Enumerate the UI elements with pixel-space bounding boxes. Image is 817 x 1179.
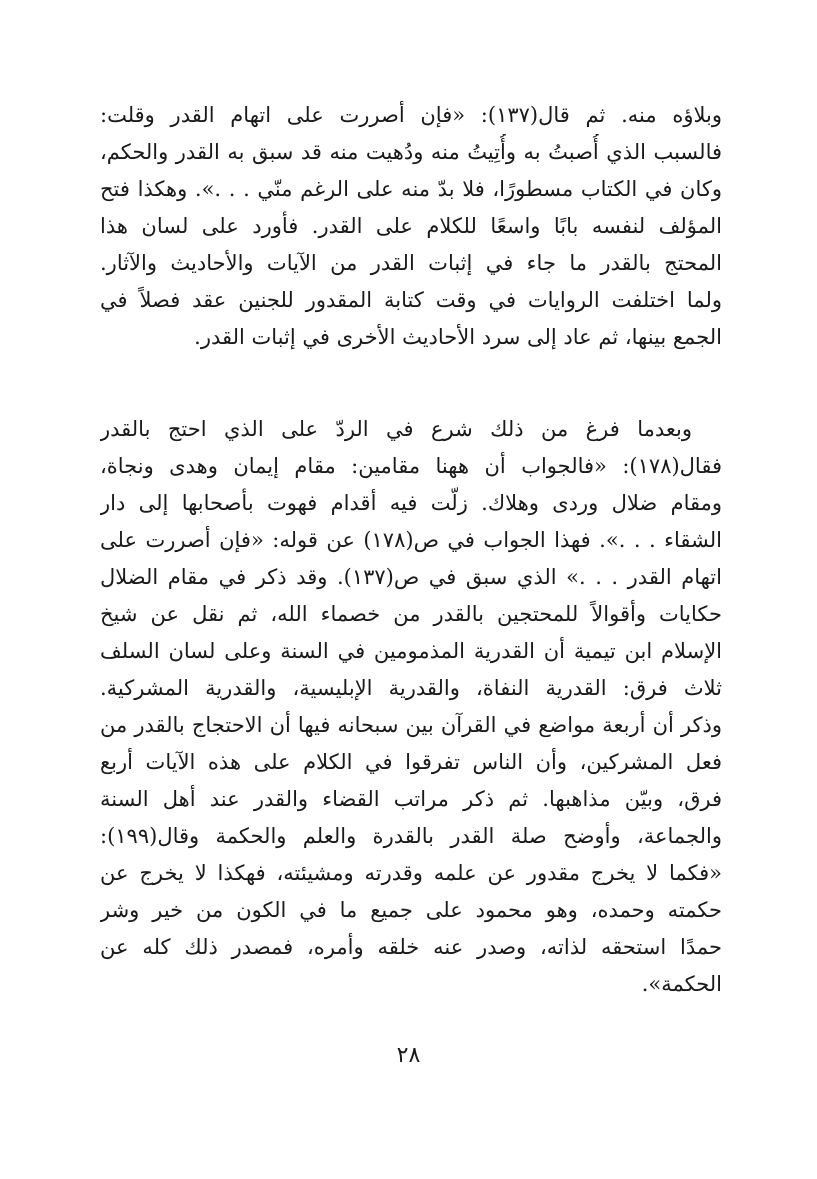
text-line: وبعدما فرغ من ذلك شرع في الردّ على الذي احتج بالقدر bbox=[100, 417, 692, 441]
text-line: فرق، وبيّن مذاهبها. ثم ذكر مراتب القضاء والقدر عند أهل السنة bbox=[100, 787, 722, 811]
text-line: ثلاث فرق: القدرية النفاة، والقدرية الإبليسية، والقدرية المشركية. bbox=[100, 676, 722, 700]
text-line: فقال(١٧٨): «فالجواب أن ههنا مقامين: مقام إيمان وهدى ونجاة، bbox=[100, 454, 722, 478]
page-number: ٢٨ bbox=[396, 1043, 421, 1068]
text-line: اتهام القدر . . .» الذي سبق في ص(١٣٧). وقد ذكر في مقام الضلال bbox=[100, 565, 722, 589]
paragraph-1 bbox=[100, 97, 722, 356]
text-line: الإسلام ابن تيمية أن القدرية المذمومين في السنة وعلى لسان السلف bbox=[100, 639, 722, 663]
text-line: «فكما لا يخرج مقدور عن علمه وقدرته ومشيئته، فهكذا لا يخرج عن bbox=[100, 861, 722, 885]
text-line: حمدًا استحقه لذاته، وصدر عنه خلقه وأمره، فمصدر ذلك كله عن bbox=[100, 935, 722, 959]
paragraph-2 bbox=[100, 411, 722, 1003]
text-line: ومقام ضلال وردى وهلاك. زلّت فيه أقدام فهوت بأصحابها إلى دار bbox=[100, 491, 722, 515]
text-line: وكان في الكتاب مسطورًا، فلا بدّ منه على الرغم منّي . . .». وهكذا فتح bbox=[100, 177, 722, 201]
text-line: حكمته وحمده، وهو محمود على جميع ما في الكون من خير وشر bbox=[100, 898, 722, 922]
text-line: وبلاؤه منه. ثم قال(١٣٧): «فإن أصررت على اتهام القدر وقلت: bbox=[100, 103, 722, 127]
text-line: ولما اختلفت الروايات في وقت كتابة المقدور للجنين عقد فصلاً في bbox=[100, 288, 722, 312]
text-line: حكايات وأقوالاً للمحتجين بالقدر من خصماء الله، ثم نقل عن شيخ bbox=[100, 602, 722, 626]
text-line: المؤلف لنفسه بابًا واسعًا للكلام على القدر. فأورد على لسان هذا bbox=[100, 214, 722, 238]
text-line: والجماعة، وأوضح صلة القدر بالقدرة والعلم والحكمة وقال(١٩٩): bbox=[100, 824, 722, 848]
text-line: الشقاء . . .». فهذا الجواب في ص(١٧٨) عن قوله: «فإن أصررت على bbox=[100, 528, 722, 552]
text-line: الحكمة». bbox=[641, 972, 722, 996]
text-line: الجمع بينها، ثم عاد إلى سرد الأحاديث الأخرى في إثبات القدر. bbox=[194, 325, 722, 349]
text-line: فعل المشركين، وأن الناس تفرقوا في الكلام على هذه الآيات أربع bbox=[100, 750, 722, 774]
text-line: وذكر أن أربعة مواضع في القرآن بين سبحانه فيها أن الاحتجاج بالقدر من bbox=[100, 713, 722, 737]
text-line: المحتج بالقدر ما جاء في إثبات القدر من الآيات والأحاديث والآثار. bbox=[100, 251, 722, 275]
text-line: فالسبب الذي أُصبتُ به وأُتِيتُ منه ودُهيت منه قد سبق به القدر والحكم، bbox=[100, 140, 722, 164]
